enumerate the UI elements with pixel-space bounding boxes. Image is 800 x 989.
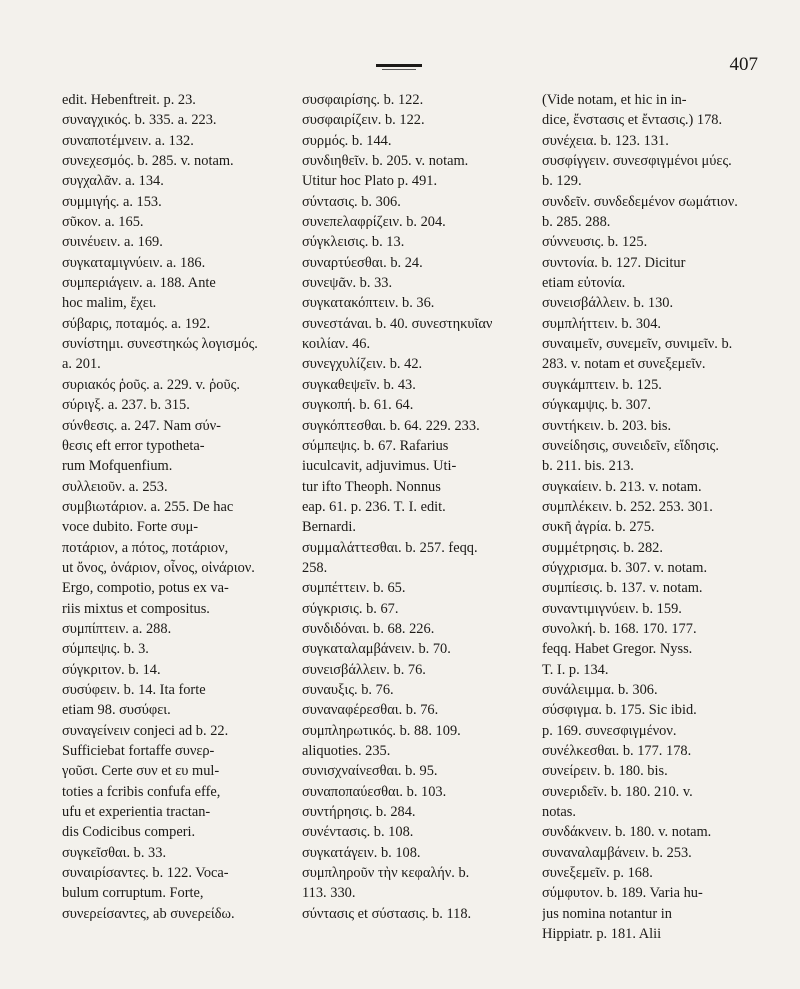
index-entry-line: συσφαιρίσης. b. 122. [302, 92, 424, 108]
index-entry-line: σύμφυτον. b. 189. Varia hu- [542, 885, 703, 902]
index-entry-line: aliquoties. 235. [302, 743, 391, 759]
index-entry-line: συνεριδεῖν. b. 180. 210. v. [542, 783, 693, 800]
index-entry-line: 113. 330. [302, 885, 356, 902]
index-entry-line: toties a fcribis confufa effe, [62, 783, 221, 800]
index-entry-line: συναρτύεσθαι. b. 24. [302, 254, 423, 271]
index-entry-line: συναποτέμνειν. a. 132. [62, 132, 194, 149]
index-entry-line: σύσφιγμα. b. 175. Sic ibid. [542, 702, 697, 719]
index-entry-line: notas. [542, 804, 576, 821]
index-entry-line: συινέυειν. a. 169. [62, 234, 163, 251]
index-entry-line: θεσις eft error typotheta- [62, 437, 205, 454]
index-entry-line: Hippiatr. p. 181. Alii [542, 926, 662, 943]
index-entry-line: συσφαιρίζειν. b. 122. [302, 112, 425, 129]
index-entry-line: jus nomina notantur in [542, 905, 672, 922]
index-entry-line: σύντασις et σύστασις. b. 118. [302, 905, 472, 922]
index-entry-line: Bernardi. [302, 519, 356, 536]
index-entry-line: σύμπεψις. b. 67. Rafarius [302, 437, 449, 454]
index-entry-line: συμπληροῦν τὴν κεφαλήν. b. [302, 865, 470, 882]
index-entry-line: συνδεῖν. συνδεδεμένον σωμάτιον. [542, 193, 738, 210]
index-entry-line: συριακός ῥοῦς. a. 229. v. ῥοῦς. [62, 376, 240, 393]
index-entry-line: συγκόπτεσθαι. b. 64. 229. 233. [302, 417, 480, 434]
index-entry-line: συναιμεῖν, συνεμεῖν, συνιμεῖν. b. [542, 336, 733, 353]
index-entry-line: ποτάριον, a πότος, ποτάριον, [62, 539, 229, 556]
index-entry-line: 258. [302, 559, 328, 576]
index-entry-line: συμπέττειν. b. 65. [302, 580, 406, 597]
index-entry-line: dis Codicibus comperi. [62, 824, 196, 841]
page-number: 407 [729, 54, 758, 75]
index-entry-line: riis mixtus et compositus. [62, 600, 210, 617]
index-entry-line: σύγκαμψις. b. 307. [542, 397, 651, 414]
index-entry-line: συνίστημι. συνεστηκώς λογισμός. [62, 336, 258, 353]
index-columns [62, 90, 768, 944]
index-entry-line: (Vide notam, et hic in in- [542, 92, 687, 108]
index-entry-line: συνισχναίνεσθαι. b. 95. [302, 763, 438, 780]
index-entry-line: συμμιγής. a. 153. [62, 193, 162, 210]
index-entry-line: συμπληρωτικός. b. 88. 109. [302, 722, 461, 739]
index-entry-line: συνδιδόναι. b. 68. 226. [302, 620, 435, 637]
index-entry-line: γοῦσι. Certe συν et ευ mul- [62, 763, 220, 780]
index-entry-line: σύντασις. b. 306. [302, 193, 401, 210]
index-entry-line: etiam εὐτονία. [542, 275, 626, 292]
index-entry-line: συνδιηθεῖν. b. 205. v. notam. [302, 153, 469, 170]
index-entry-line: συγκαταλαμβάνειν. b. 70. [302, 641, 451, 658]
index-entry-line: συναυξις. b. 76. [302, 681, 394, 698]
index-entry-line: συμπίπτειν. a. 288. [62, 620, 172, 637]
index-entry-line: Sufficiebat fortaffe συνερ- [62, 743, 215, 759]
index-entry-line: συγκεῖσθαι. b. 33. [62, 844, 167, 861]
header-ornament-rule [376, 64, 422, 67]
index-entry-line: σύγκριτον. b. 14. [62, 661, 161, 678]
index-entry-line: συναιρίσαντες. b. 122. Voca- [62, 865, 229, 882]
index-entry-line: συνέλκεσθαι. b. 177. 178. [542, 743, 692, 759]
index-entry-line: συγκαταμιγνύειν. a. 186. [62, 254, 206, 271]
index-entry-line: συναποπαύεσθαι. b. 103. [302, 783, 447, 800]
index-entry-line: feqq. Habet Gregor. Nyss. [542, 641, 693, 658]
index-entry-line: p. 169. συνεσφιγμένον. [542, 722, 677, 739]
index-entry-line: dice, ἔνστασις et ἔντασις.) 178. [542, 112, 723, 129]
index-entry-line: συμπίεσις. b. 137. v. notam. [542, 580, 703, 597]
index-entry-line: etiam 98. συσύφει. [62, 702, 171, 719]
index-entry-line: συνεστάναι. b. 40. συνεστηκυῖαν [302, 315, 493, 332]
index-entry-line: κοιλίαν. 46. [302, 336, 371, 353]
index-entry-line: σύγχρισμα. b. 307. v. notam. [542, 559, 708, 576]
index-entry-line: συναγχικός. b. 335. a. 223. [62, 112, 217, 129]
index-column-3 [542, 90, 768, 944]
index-entry-line: eap. 61. p. 236. T. I. edit. [302, 498, 446, 515]
index-entry-line: συμμαλάττεσθαι. b. 257. feqq. [302, 539, 478, 556]
index-entry-line: συσφίγγειν. συνεσφιγμένοι μύες. [542, 153, 732, 170]
index-entry-line: συντονία. b. 127. Dicitur [542, 254, 686, 271]
index-entry-line: συναναλαμβάνειν. b. 253. [542, 844, 692, 861]
index-entry-line: σύριγξ. a. 237. b. 315. [62, 397, 190, 414]
index-entry-line: συνεισβάλλειν. b. 76. [302, 661, 426, 678]
index-entry-line: συνείρειν. b. 180. bis. [542, 763, 668, 780]
index-entry-line: συνεπελαφρίζειν. b. 204. [302, 214, 446, 231]
index-entry-line: συναγείνειν conjeci ad b. 22. [62, 722, 229, 739]
index-entry-line: συναναφέρεσθαι. b. 76. [302, 702, 439, 719]
index-entry-line: ut ὄνος, ὀνάριον, οἶνος, οἰνάριον. [62, 559, 255, 576]
index-entry-line: συνέντασις. b. 108. [302, 824, 414, 841]
index-entry-line: συμπλέκειν. b. 252. 253. 301. [542, 498, 713, 515]
index-entry-line: b. 285. 288. [542, 214, 611, 231]
index-entry-line: Utitur hoc Plato p. 491. [302, 173, 438, 190]
index-entry-line: συγκατακόπτειν. b. 36. [302, 295, 435, 312]
index-entry-line: συνερείσαντες, ab συνερείδω. [62, 905, 235, 922]
index-entry-line: iuculcavit, adjuvimus. Uti- [302, 458, 457, 475]
index-entry-line: συγκατάγειν. b. 108. [302, 844, 421, 861]
index-entry-line: συκῆ ἀγρία. b. 275. [542, 519, 655, 536]
index-entry-line: σύγκρισις. b. 67. [302, 600, 399, 617]
index-entry-line: συγκαίειν. b. 213. v. notam. [542, 478, 702, 495]
index-column-1 [62, 90, 288, 944]
index-entry-line: b. 211. bis. 213. [542, 458, 634, 475]
index-entry-line: συνεισβάλλειν. b. 130. [542, 295, 674, 312]
index-entry-line: συνέχεια. b. 123. 131. [542, 132, 669, 149]
index-entry-line: συσύφειν. b. 14. Ita forte [62, 681, 206, 698]
index-entry-line: hoc malim, ἔχει. [62, 295, 157, 312]
index-entry-line: συμπεριάγειν. a. 188. Ante [62, 275, 216, 292]
index-column-2 [302, 90, 528, 944]
index-entry-line: συναντιμιγνύειν. b. 159. [542, 600, 682, 617]
index-entry-line: συνεχεσμός. b. 285. v. notam. [62, 153, 234, 170]
index-entry-line: συντήρησις. b. 284. [302, 804, 416, 821]
index-entry-line: rum Mofquenfium. [62, 458, 173, 475]
page-header [0, 52, 800, 92]
index-entry-line: voce dubito. Forte συμ- [62, 519, 199, 536]
index-entry-line: συντήκειν. b. 203. bis. [542, 417, 672, 434]
index-entry-line: σύβαρις, ποταμός. a. 192. [62, 315, 211, 332]
index-entry-line: σύνθεσις. a. 247. Nam σύν- [62, 417, 221, 434]
index-entry-line: b. 129. [542, 173, 582, 190]
index-entry-line: συνεψᾶν. b. 33. [302, 275, 393, 292]
index-entry-line: συνολκή. b. 168. 170. 177. [542, 620, 697, 637]
index-entry-line: συνεξεμεῖν. p. 168. [542, 865, 653, 882]
index-entry-line: συνδάκνειν. b. 180. v. notam. [542, 824, 712, 841]
index-entry-line: συνάλειμμα. b. 306. [542, 681, 658, 698]
index-entry-line: T. I. p. 134. [542, 661, 609, 678]
index-entry-line: bulum corruptum. Forte, [62, 885, 204, 902]
index-entry-line: συρμός. b. 144. [302, 132, 392, 149]
index-entry-line: σῦκον. a. 165. [62, 214, 144, 231]
index-entry-line: tur ifto Theoph. Nonnus [302, 478, 441, 495]
index-entry-line: συγχαλᾶν. a. 134. [62, 173, 164, 190]
index-entry-line: συμπλήττειν. b. 304. [542, 315, 661, 332]
index-entry-line: συγκάμπτειν. b. 125. [542, 376, 662, 393]
index-entry-line: συμμέτρησις. b. 282. [542, 539, 663, 556]
index-entry-line: edit. Hebenftreit. p. 23. [62, 92, 196, 108]
index-entry-line: σύννευσις. b. 125. [542, 234, 648, 251]
index-entry-line: συμβιωτάριον. a. 255. De hac [62, 498, 234, 515]
index-entry-line: συγκαθεψεῖν. b. 43. [302, 376, 416, 393]
index-entry-line: συνείδησις, συνειδεῖν, εἴδησις. [542, 437, 719, 454]
index-entry-line: 283. v. notam et συνεξεμεῖν. [542, 356, 706, 373]
index-entry-line: ufu et experientia tractan- [62, 804, 211, 821]
index-entry-line: a. 201. [62, 356, 101, 373]
index-entry-line: συνεγχυλίζειν. b. 42. [302, 356, 423, 373]
index-entry-line: Ergo, compotio, potus ex va- [62, 580, 229, 597]
index-entry-line: σύγκλεισις. b. 13. [302, 234, 405, 251]
index-entry-line: σύμπεψις. b. 3. [62, 641, 149, 658]
index-entry-line: συγκοπή. b. 61. 64. [302, 397, 414, 414]
index-entry-line: συλλειοῦν. a. 253. [62, 478, 168, 495]
